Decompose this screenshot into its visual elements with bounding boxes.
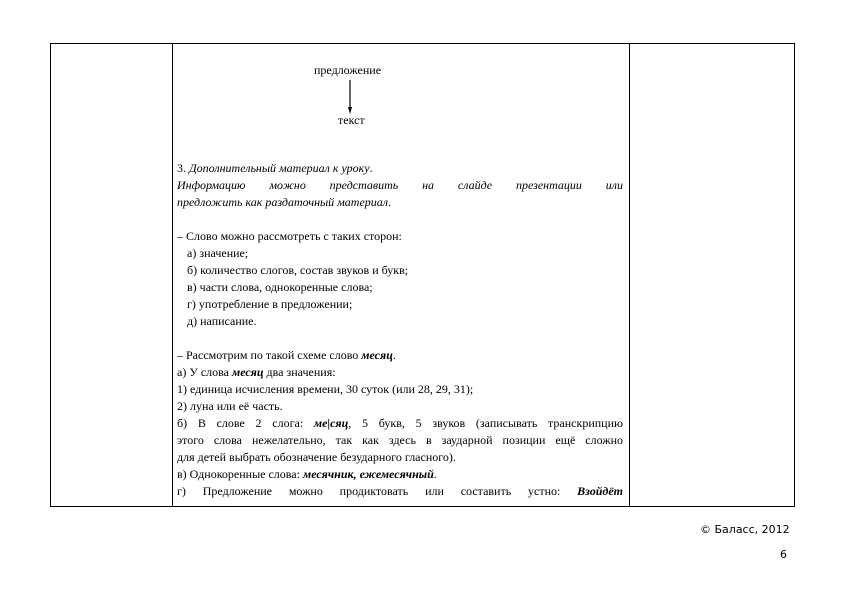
sides-item: г) употребление в предложении; [187,297,353,311]
syllables-line-3: для детей выбрать обозначение безударного гласного). [177,450,456,464]
syllables-line-2: этого слова нежелательно, так как здесь в заударной позиции ещё сложно [177,433,623,447]
info-line-1: Информацию можно представить на слайде презентации или [177,178,623,192]
scheme-line: – Рассмотрим по такой схеме слово месяц. [177,348,396,362]
copyright: © Баласс, 2012 [700,523,790,536]
sides-item: д) написание. [187,314,257,328]
sides-item: а) значение; [187,246,249,260]
meaning-1: 1) единица исчисления времени, 30 суток (или 28, 29, 31); [177,382,474,396]
diagram-top-word: предложение [314,63,382,77]
section-heading: 3. Дополнительный материал к уроку. [177,161,373,175]
sides-item: б) количество слогов, состав звуков и букв; [187,263,409,277]
meanings-intro: а) У слова месяц два значения: [177,365,336,379]
sentence-line: г) Предложение можно продиктовать или составить устно: Взойдёт [177,484,623,498]
table-divider-left [172,44,173,506]
lesson-text [177,160,623,500]
meaning-2: 2) луна или её часть. [177,399,283,413]
sides-intro: – Слово можно рассмотреть с таких сторон: [177,229,402,243]
diagram-bottom-word: текст [338,113,365,127]
page-number: 6 [780,548,787,561]
down-arrow-icon [348,80,352,114]
sides-item: в) части слова, однокоренные слова; [187,280,373,294]
table-divider-right [629,44,630,506]
info-line-2: предложить как раздаточный материал. [177,195,392,209]
syllables-line-1: б) В слове 2 слога: ме|сяц, 5 букв, 5 звуков (записывать транскрипцию [177,416,623,430]
related-words-line: в) Однокоренные слова: месячник, ежемесячный. [177,467,437,481]
